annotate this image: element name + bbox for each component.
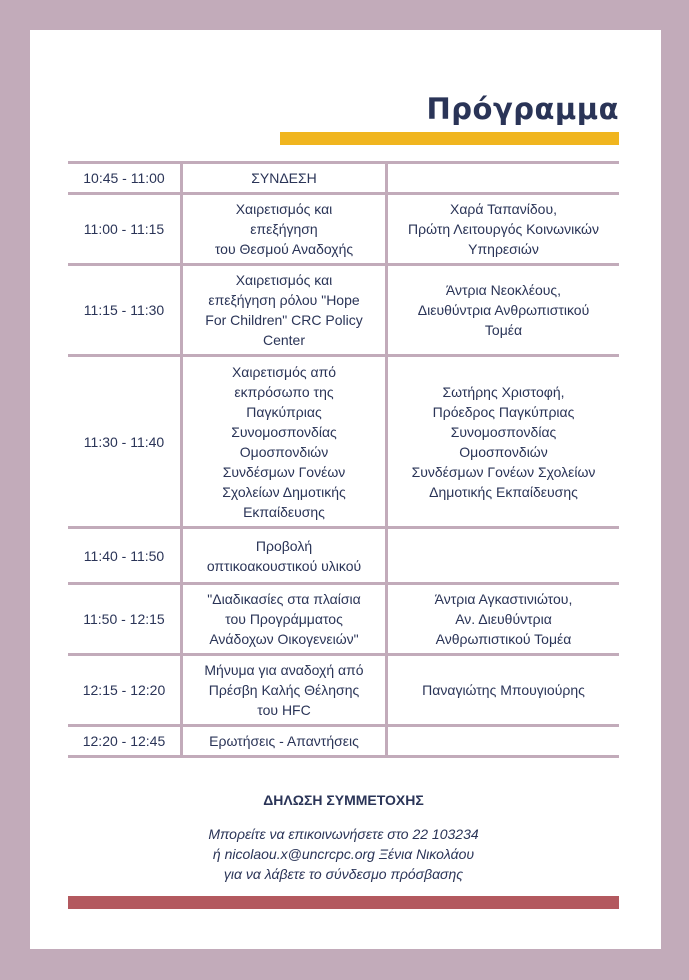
speaker-cell xyxy=(387,726,620,757)
participation-line-2: ή nicolaou.x@uncrcpc.org Ξένια Νικολάου xyxy=(212,846,475,862)
schedule-row xyxy=(68,584,619,655)
event-cell: Χαιρετισμός από εκπρόσωπο της Παγκύπριας Συνομοσπονδίας Ομοσπονδιών Συνδέσμων Γονέων Σχολείων Δημοτικής Εκπαίδευσης xyxy=(182,356,387,528)
speaker-cell xyxy=(387,163,620,194)
time-cell: 12:15 - 12:20 xyxy=(68,655,182,726)
schedule-row xyxy=(68,265,619,356)
event-cell: Ερωτήσεις - Απαντήσεις xyxy=(182,726,387,757)
participation-text xyxy=(68,824,619,884)
schedule-table xyxy=(68,161,619,758)
participation-section xyxy=(68,792,619,884)
title-underline-bar xyxy=(280,132,619,145)
speaker-cell: Σωτήρης Χριστοφή, Πρόεδρος Παγκύπριας Συνομοσπονδίας Ομοσπονδιών Συνδέσμων Γονέων Σχολείων Δημοτικής Εκπαίδευσης xyxy=(387,356,620,528)
participation-line-3: για να λάβετε το σύνδεσμο πρόσβασης xyxy=(223,866,464,882)
event-cell: "Διαδικασίες στα πλαίσια του Προγράμματος Ανάδοχων Οικογενειών" xyxy=(182,584,387,655)
schedule-row xyxy=(68,356,619,528)
time-cell: 10:45 - 11:00 xyxy=(68,163,182,194)
time-cell: 11:50 - 12:15 xyxy=(68,584,182,655)
time-cell: 12:20 - 12:45 xyxy=(68,726,182,757)
schedule-row xyxy=(68,194,619,265)
schedule-table-body xyxy=(68,163,619,757)
time-cell: 11:40 - 11:50 xyxy=(68,528,182,584)
event-cell: Χαιρετισμός και επεξήγηση ρόλου "Hope For Children" CRC Policy Center xyxy=(182,265,387,356)
participation-line-1: Μπορείτε να επικοινωνήσετε στο 22 103234 xyxy=(208,826,479,842)
speaker-cell: Άντρια Αγκαστινιώτου, Αν. Διευθύντρια Ανθρωπιστικού Τομέα xyxy=(387,584,620,655)
page xyxy=(30,30,661,949)
event-cell: Χαιρετισμός και επεξήγηση του Θεσμού Αναδοχής xyxy=(182,194,387,265)
schedule-row xyxy=(68,528,619,584)
event-cell: ΣΥΝΔΕΣΗ xyxy=(182,163,387,194)
time-cell: 11:30 - 11:40 xyxy=(68,356,182,528)
speaker-cell: Παναγιώτης Μπουγιούρης xyxy=(387,655,620,726)
bottom-decorative-bar xyxy=(68,896,619,909)
speaker-cell: Άντρια Νεοκλέους, Διευθύντρια Ανθρωπιστικού Τομέα xyxy=(387,265,620,356)
speaker-cell xyxy=(387,528,620,584)
event-cell: Προβολή οπτικοακουστικού υλικού xyxy=(182,528,387,584)
speaker-cell: Χαρά Ταπανίδου, Πρώτη Λειτουργός Κοινωνικών Υπηρεσιών xyxy=(387,194,620,265)
schedule-row xyxy=(68,163,619,194)
schedule-row xyxy=(68,655,619,726)
event-cell: Μήνυμα για αναδοχή από Πρέσβη Καλής Θέλησης του HFC xyxy=(182,655,387,726)
page-title: Πρόγραμμα xyxy=(426,92,619,126)
time-cell: 11:15 - 11:30 xyxy=(68,265,182,356)
schedule-row xyxy=(68,726,619,757)
participation-title: ΔΗΛΩΣΗ ΣΥΜΜΕΤΟΧΗΣ xyxy=(263,792,424,808)
time-cell: 11:00 - 11:15 xyxy=(68,194,182,265)
